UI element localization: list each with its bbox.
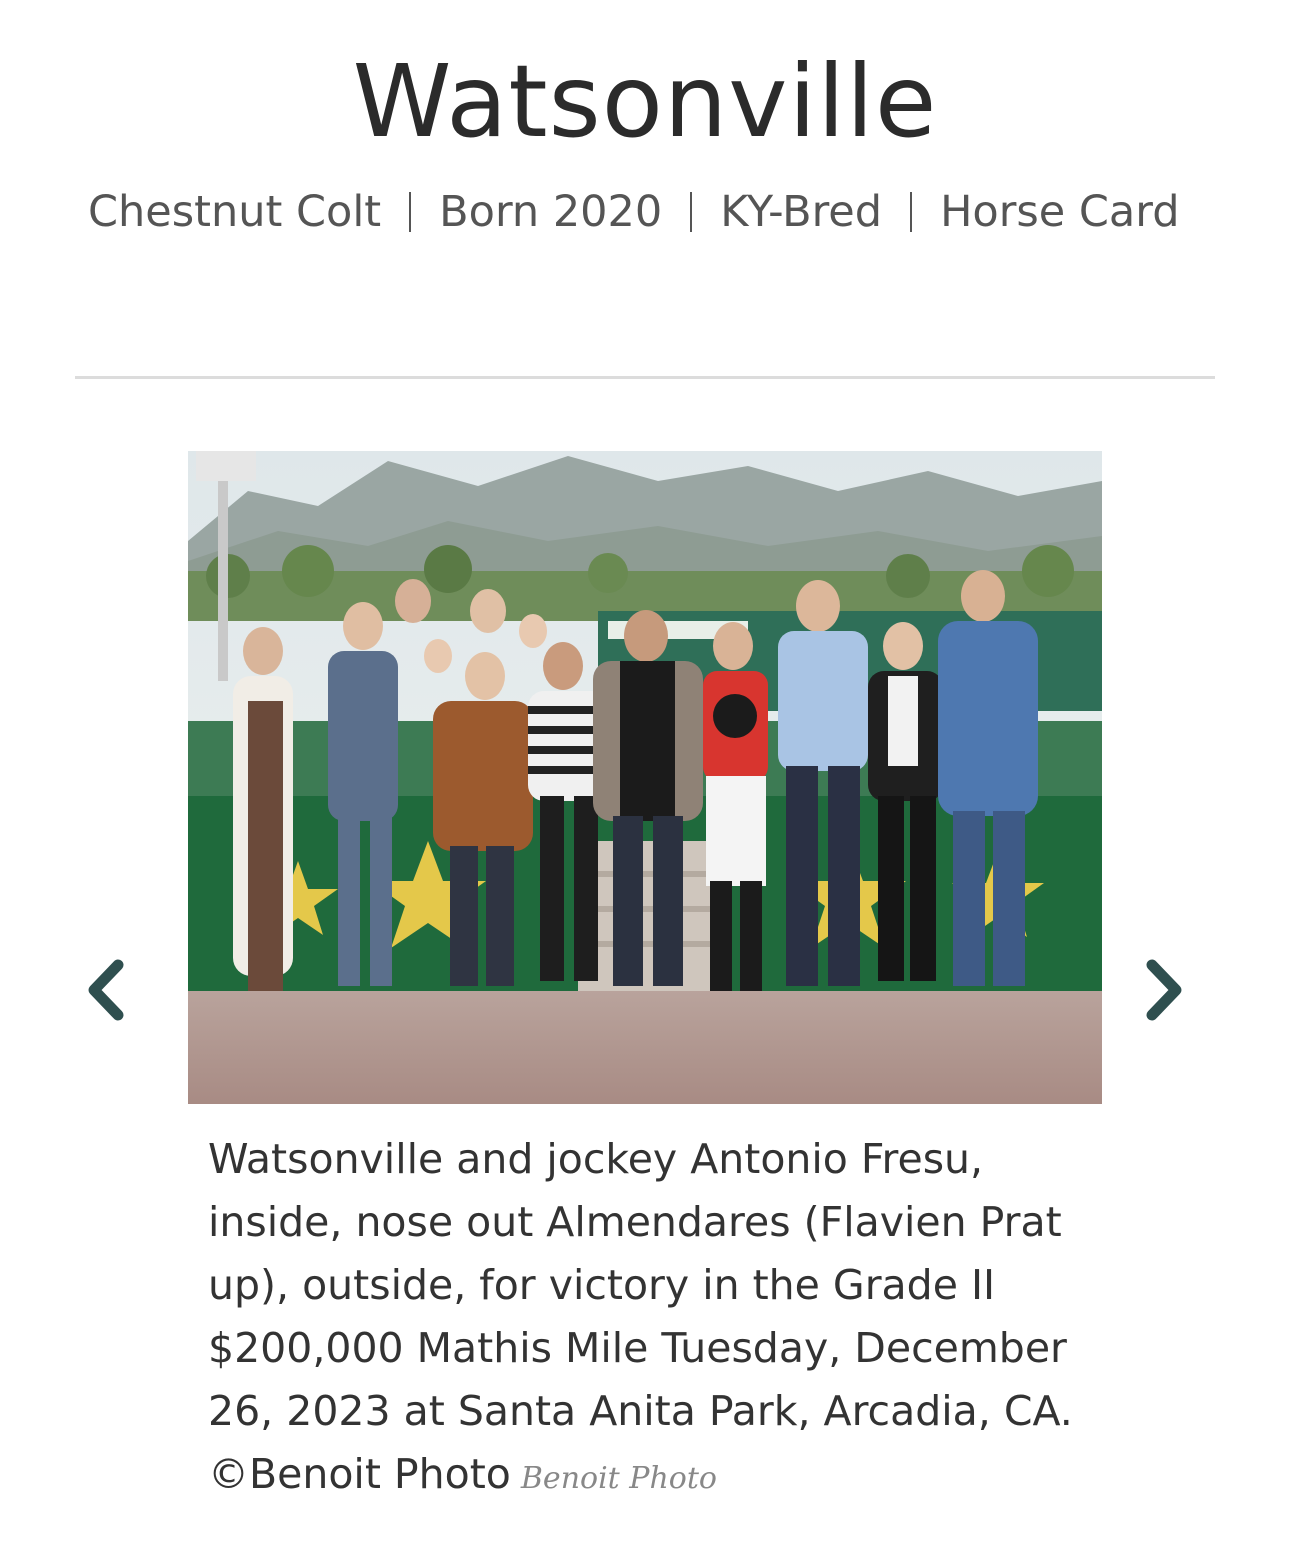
meta-separator <box>690 192 692 232</box>
caption-text: Watsonville and jockey Antonio Fresu, inside, nose out Almendares (Flavien Prat up), outside, for victory in the Grade II $200,000 Mathis Mile Tuesday, December 26, 2023 at Santa Anita Park, Arcadia, CA. ©Benoit Photo <box>208 1135 1073 1498</box>
photo-credit: Benoit Photo <box>520 1461 717 1496</box>
chevron-right-icon <box>1132 955 1196 1025</box>
photo-caption <box>208 1128 1088 1510</box>
meta-bred: KY-Bred <box>720 187 883 237</box>
horse-card-link[interactable]: Horse Card <box>940 187 1180 237</box>
chevron-left-icon <box>74 955 138 1025</box>
meta-born: Born 2020 <box>439 187 663 237</box>
gallery-prev-button[interactable] <box>74 955 138 1025</box>
section-divider <box>75 376 1215 379</box>
meta-color-sex: Chestnut Colt <box>88 187 382 237</box>
gallery-next-button[interactable] <box>1132 955 1196 1025</box>
horse-meta <box>88 184 1180 240</box>
horse-name: Watsonville <box>352 43 938 160</box>
winner-circle-photo <box>188 451 1102 1104</box>
meta-separator <box>409 192 411 232</box>
meta-separator <box>910 192 912 232</box>
